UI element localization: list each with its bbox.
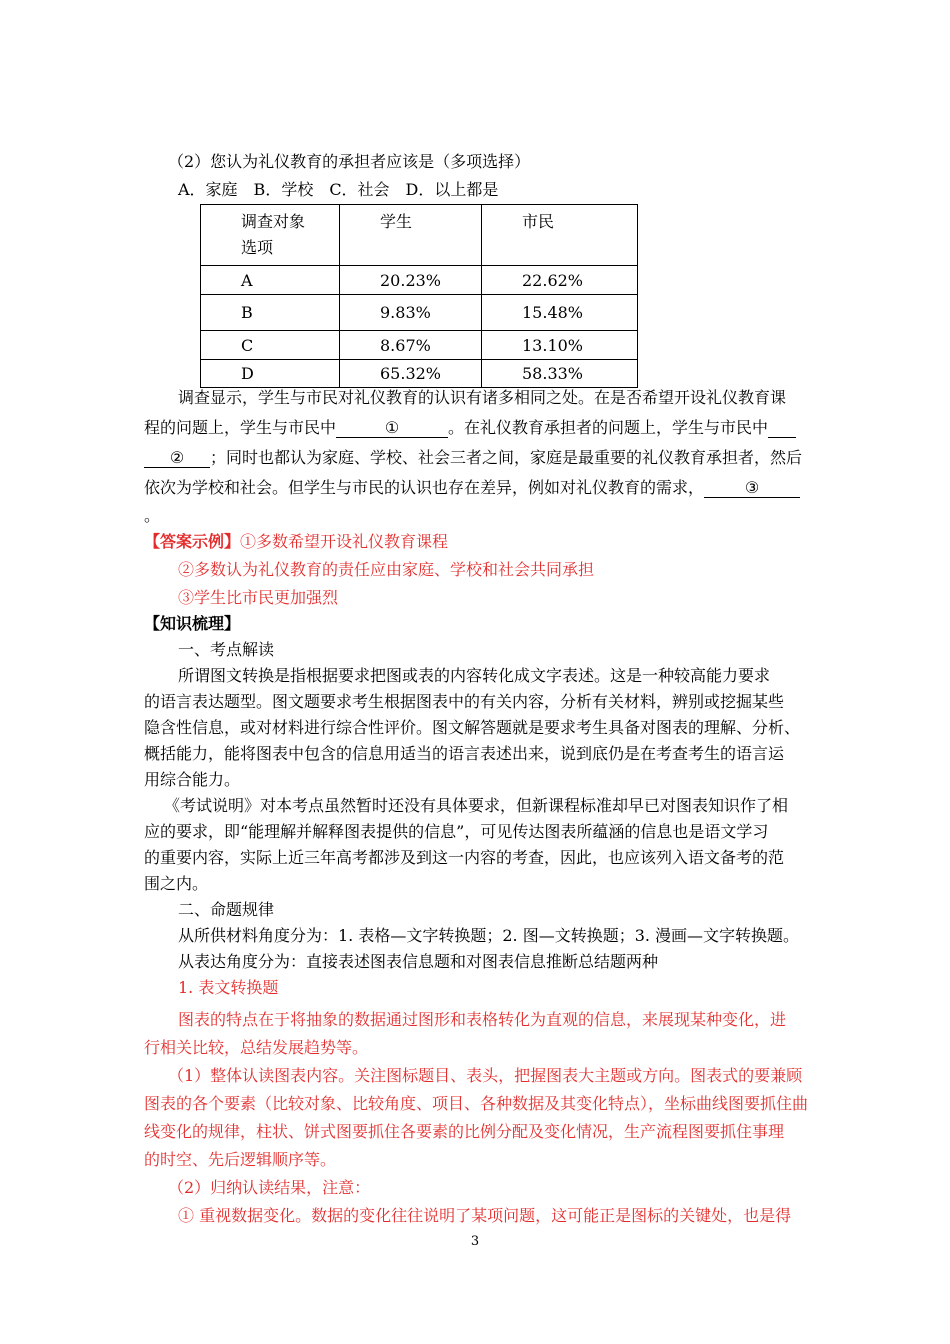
header-cell-citizen: 市民 [482,205,638,266]
red-body-line: ① 重视数据变化。数据的变化往往说明了某项问题，这可能正是图标的关键处，也是得 [178,1206,792,1225]
passage-line: 依次为学校和社会。但学生与市民的认识也存在差异，例如对礼仪教育的需求， ③ [144,478,800,498]
header-cell-object [201,205,340,266]
row-citizen-value: 58.33% [482,360,638,388]
body-line: 概括能力，能将图表中包含的信息用适当的语言表述出来，说到底仍是在考查考生的语言运 [144,744,785,763]
red-body-line: 图表的特点在于将抽象的数据通过图形和表格转化为直观的信息，来展现某种变化，进 [178,1010,787,1029]
header-object-label: 调查对象 [241,212,306,231]
row-option: D [201,360,340,388]
row-citizen-value: 15.48% [482,295,638,331]
row-citizen-value: 22.62% [482,266,638,295]
subsection-title: 一、考点解读 [178,640,275,659]
row-option: B [201,295,340,331]
answer-example-line: ③学生比市民更加强烈 [178,588,339,607]
body-line: 所谓图文转换是指根据要求把图或表的内容转化成文字表述。这是一种较高能力要求 [178,666,771,685]
body-line: 从所供材料角度分为：1. 表格—文字转换题；2. 图—文转换题；3. 漫画—文字转换题。 [178,926,800,945]
body-line: 用综合能力。 [144,770,241,789]
body-line: 围之内。 [144,874,209,893]
row-option: A [201,266,340,295]
row-option: C [201,331,340,360]
passage-line: 。 [144,506,161,525]
question-options: A．家庭 B．学校 C．社会 D．以上都是 [178,180,499,199]
red-body-line: 图表的各个要素（比较对象、比较角度、项目、各种数据及其变化特点），坐标曲线图要抓住曲 [144,1094,809,1113]
body-line: 的语言表达题型。图文题要求考生根据图表中的有关内容，分析有关材料，辨别或挖掘某些 [144,692,785,711]
section-heading: 【知识梳理】 [144,614,241,633]
page-number: 3 [470,1234,480,1249]
row-student-value: 9.83% [340,295,482,331]
passage-line: ② ；同时也都认为家庭、学校、社会三者之间，家庭是最重要的礼仪教育承担者，然后 [144,448,802,468]
answer-blank-2: ② [144,449,210,468]
passage-line: 调查显示，学生与市民对礼仪教育的认识有诸多相同之处。在是否希望开设礼仪教育课 [178,388,787,407]
answer-example-line: ②多数认为礼仪教育的责任应由家庭、学校和社会共同承担 [178,560,595,579]
row-student-value: 20.23% [340,266,482,295]
table-row [201,295,638,331]
body-line: 应的要求，即“能理解并解释图表提供的信息”，可见传达图表所蕴涵的信息也是语文学习 [144,822,769,841]
row-student-value: 65.32% [340,360,482,388]
answer-blank-2-start [768,419,796,438]
table-row [201,266,638,295]
table-row [201,331,638,360]
header-option-label: 选项 [241,238,274,257]
body-line: 从表达角度分为：直接表述图表信息题和对图表信息推断总结题两种 [178,952,659,971]
answer-example-line: 【答案示例】①多数希望开设礼仪教育课程 [144,532,449,551]
row-student-value: 8.67% [340,331,482,360]
red-body-line: 的时空、先后逻辑顺序等。 [144,1150,337,1169]
body-line: 隐含性信息，或对材料进行综合性评价。图文解答题就是要求考生具备对图表的理解、分析、 [144,718,801,737]
red-body-line: 线变化的规律，柱状、饼式图要抓住各要素的比例分配及变化情况，生产流程图要抓住事理 [144,1122,785,1141]
passage-line: 程的问题上，学生与市民中 ① 。在礼仪教育承担者的问题上，学生与市民中 [144,418,796,438]
red-subtitle: 1. 表文转换题 [178,978,279,997]
red-body-line: （1）整体认读图表内容。关注图标题目、表头，把握图表大主题或方向。图表式的要兼顾 [168,1066,803,1085]
body-line: 《考试说明》对本考点虽然暂时还没有具体要求，但新课程标准却早已对图表知识作了相 [164,796,789,815]
red-body-line: （2）归纳认读结果，注意： [168,1178,371,1197]
row-citizen-value: 13.10% [482,331,638,360]
body-line: 的重要内容，实际上近三年高考都涉及到这一内容的考查，因此，也应该列入语文备考的范 [144,848,785,867]
answer-blank-1: ① [336,419,448,438]
subsection-title: 二、命题规律 [178,900,275,919]
question-prompt: （2）您认为礼仪教育的承担者应该是（多项选择） [168,152,531,171]
answer-example-label: 【答案示例】 [144,532,241,551]
red-body-line: 行相关比较，总结发展趋势等。 [144,1038,369,1057]
table-row [201,360,638,388]
table-header-row [201,205,638,266]
header-cell-student: 学生 [340,205,482,266]
survey-table [200,204,638,388]
answer-blank-3: ③ [704,479,800,498]
